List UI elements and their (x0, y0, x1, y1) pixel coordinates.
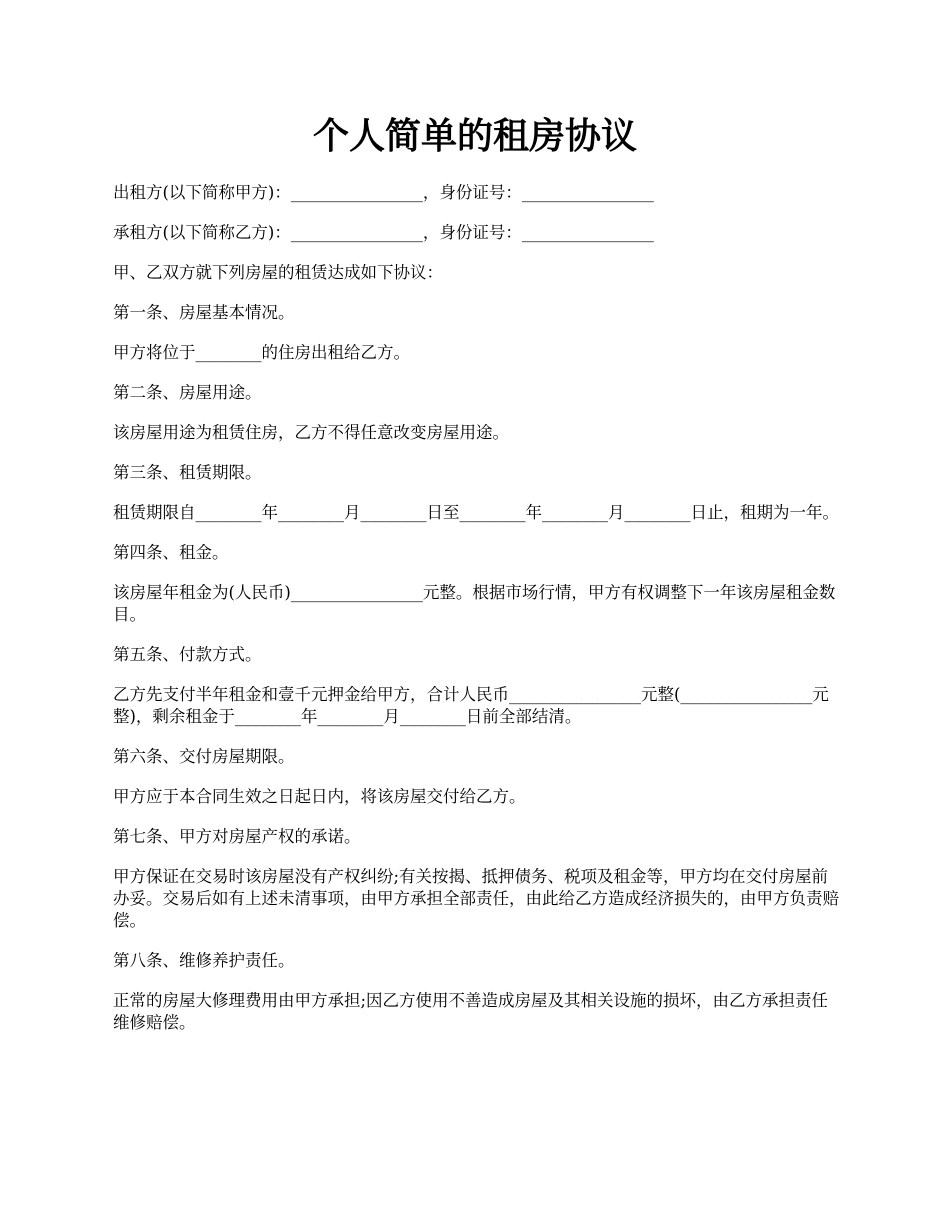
article-7-heading: 第七条、甲方对房屋产权的承诺。 (113, 827, 361, 846)
article-6-heading: 第六条、交付房屋期限。 (113, 747, 295, 766)
article-1-heading: 第一条、房屋基本情况。 (113, 303, 295, 322)
article-4-heading: 第四条、租金。 (113, 543, 229, 562)
document-title: 个人简单的租房协议 (312, 115, 637, 157)
article-8-heading: 第八条、维修养护责任。 (113, 951, 295, 970)
article-1-text: 甲方将位于________的住房出租给乙方。 (113, 343, 410, 362)
article-6-text: 甲方应于本合同生效之日起日内，将该房屋交付给乙方。 (113, 787, 526, 806)
article-3-text: 租赁期限自________年________月________日至________年________月________日止，租期为一年。 (113, 503, 839, 522)
clause-lessor-line: 出租方(以下简称甲方)：________________，身份证号：________________ (113, 183, 654, 202)
clause-lessee-line: 承租方(以下简称乙方)：________________，身份证号：________________ (113, 223, 654, 242)
agreement-intro: 甲、乙双方就下列房屋的租赁达成如下协议： (113, 263, 443, 282)
article-5-heading: 第五条、付款方式。 (113, 645, 262, 664)
article-2-text: 该房屋用途为租赁住房，乙方不得任意改变房屋用途。 (113, 423, 509, 442)
article-4-text: 该房屋年租金为(人民币)________________元整。根据市场行情，甲方有权调整下一年该房屋租金数目。 (113, 583, 836, 624)
article-3-heading: 第三条、租赁期限。 (113, 463, 262, 482)
article-2-heading: 第二条、房屋用途。 (113, 383, 262, 402)
article-5-text: 乙方先支付半年租金和壹千元押金给甲方，合计人民币________________元整(________________元整)，剩余租金于________年________月________日前全部结清。 (113, 685, 829, 726)
document-body (113, 182, 841, 1052)
article-8-text: 正常的房屋大修理费用由甲方承担;因乙方使用不善造成房屋及其相关设施的损坏，由乙方承担责任维修赔偿。 (113, 991, 829, 1032)
article-7-text: 甲方保证在交易时该房屋没有产权纠纷;有关按揭、抵押债务、税项及租金等，甲方均在交付房屋前办妥。交易后如有上述未清事项，由甲方承担全部责任，由此给乙方造成经济损失的，由甲方负责赔偿。 (113, 867, 839, 930)
